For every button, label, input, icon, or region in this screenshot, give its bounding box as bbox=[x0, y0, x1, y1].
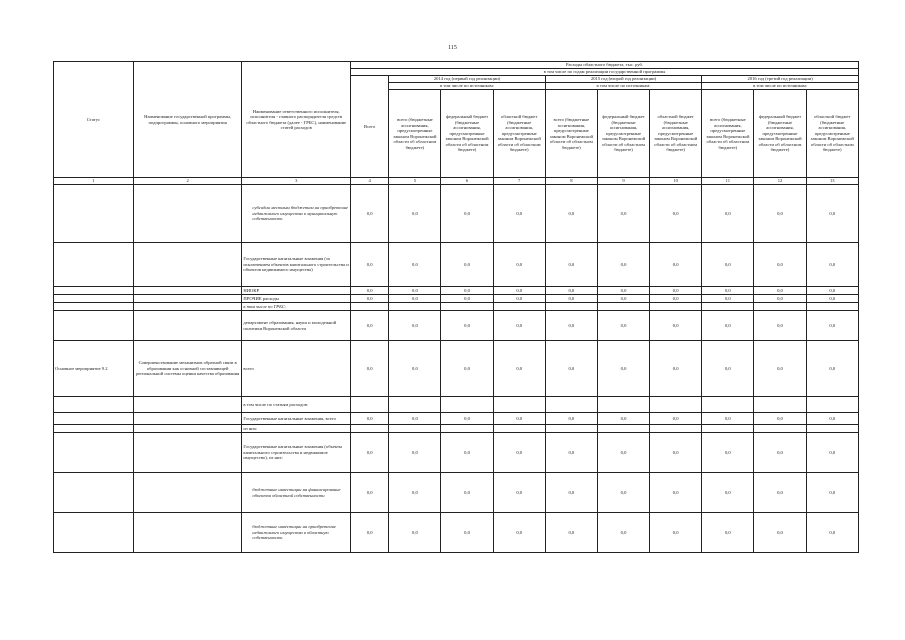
value-cell bbox=[702, 397, 754, 413]
column-number: 12 bbox=[754, 178, 806, 185]
value-cell: 0,0 bbox=[597, 473, 649, 513]
value-cell: 0,0 bbox=[493, 433, 545, 473]
row-label: субсидии местным бюджетам на приобретение недвижимого имущества в муниципальную собственность bbox=[242, 185, 351, 243]
table-row bbox=[54, 311, 859, 341]
row-status bbox=[54, 397, 134, 413]
value-cell: 0,0 bbox=[441, 295, 493, 303]
value-cell: 0,0 bbox=[351, 287, 389, 295]
value-cell: 0,0 bbox=[806, 473, 858, 513]
table-row bbox=[54, 397, 859, 413]
value-cell: 0,0 bbox=[702, 185, 754, 243]
value-cell bbox=[754, 425, 806, 433]
value-cell: 0,0 bbox=[493, 295, 545, 303]
value-cell bbox=[545, 397, 597, 413]
value-cell: 0,0 bbox=[754, 433, 806, 473]
value-cell: 0,0 bbox=[389, 473, 441, 513]
row-status bbox=[54, 185, 134, 243]
value-cell: 0,0 bbox=[389, 287, 441, 295]
row-status bbox=[54, 311, 134, 341]
row-status: Основное мероприятие 9.2 bbox=[54, 341, 134, 397]
header-year-2015: 2015 год (второй год реализации) bbox=[545, 76, 701, 83]
value-cell: 0,0 bbox=[441, 413, 493, 425]
value-cell: 0,0 bbox=[351, 243, 389, 287]
header-src-federal: федеральный бюджет (бюджетные ассигнования, предусмотренные законом Воронежской области об областном бюджете) bbox=[754, 90, 806, 178]
value-cell bbox=[597, 397, 649, 413]
header-status: Статус bbox=[54, 62, 134, 178]
value-cell: 0,0 bbox=[650, 341, 702, 397]
value-cell: 0,0 bbox=[650, 413, 702, 425]
value-cell: 0,0 bbox=[493, 513, 545, 553]
value-cell: 0,0 bbox=[754, 243, 806, 287]
value-cell: 0,0 bbox=[806, 413, 858, 425]
column-number: 4 bbox=[351, 178, 389, 185]
column-number: 10 bbox=[650, 178, 702, 185]
value-cell: 0,0 bbox=[351, 473, 389, 513]
value-cell bbox=[441, 397, 493, 413]
value-cell: 0,0 bbox=[493, 287, 545, 295]
row-status bbox=[54, 243, 134, 287]
value-cell: 0,0 bbox=[545, 413, 597, 425]
column-number: 2 bbox=[133, 178, 242, 185]
column-number: 3 bbox=[242, 178, 351, 185]
column-number: 13 bbox=[806, 178, 858, 185]
value-cell: 0,0 bbox=[351, 311, 389, 341]
value-cell bbox=[806, 303, 858, 311]
header-by-sources: в том числе по источникам: bbox=[545, 83, 701, 90]
value-cell: 0,0 bbox=[493, 413, 545, 425]
row-label: бюджетные инвестиции на финансирование объектов областной собственности bbox=[242, 473, 351, 513]
row-status bbox=[54, 303, 134, 311]
column-number: 8 bbox=[545, 178, 597, 185]
value-cell bbox=[441, 303, 493, 311]
value-cell: 0,0 bbox=[545, 311, 597, 341]
header-year-2014: 2014 год (первый год реализации) bbox=[389, 76, 545, 83]
value-cell: 0,0 bbox=[650, 473, 702, 513]
value-cell: 0,0 bbox=[597, 185, 649, 243]
value-cell: 0,0 bbox=[441, 473, 493, 513]
row-program-name bbox=[133, 185, 242, 243]
header-program-name: Наименование государственной программы, подпрограммы, основного мероприятия bbox=[133, 62, 242, 178]
value-cell: 0,0 bbox=[389, 413, 441, 425]
table-body bbox=[54, 185, 859, 553]
table-row bbox=[54, 513, 859, 553]
row-program-name bbox=[133, 303, 242, 311]
row-label: в том числе по статьям расходов: bbox=[242, 397, 351, 413]
value-cell: 0,0 bbox=[702, 311, 754, 341]
value-cell bbox=[351, 303, 389, 311]
table-row bbox=[54, 413, 859, 425]
value-cell bbox=[702, 303, 754, 311]
value-cell bbox=[806, 397, 858, 413]
header-src-total: всего (бюджетные ассигнования, предусмотренные законом Воронежской области об областном бюджете) bbox=[545, 90, 597, 178]
value-cell: 0,0 bbox=[389, 311, 441, 341]
row-program-name bbox=[133, 287, 242, 295]
table-row bbox=[54, 243, 859, 287]
value-cell: 0,0 bbox=[806, 287, 858, 295]
value-cell: 0,0 bbox=[493, 311, 545, 341]
value-cell: 0,0 bbox=[441, 311, 493, 341]
value-cell: 0,0 bbox=[597, 341, 649, 397]
row-label: Государственные капитальные вложения (объекты капитального строительства и недвижимое имущество), из них: bbox=[242, 433, 351, 473]
value-cell bbox=[650, 425, 702, 433]
value-cell: 0,0 bbox=[389, 243, 441, 287]
value-cell bbox=[351, 397, 389, 413]
row-status bbox=[54, 425, 134, 433]
value-cell: 0,0 bbox=[389, 341, 441, 397]
value-cell bbox=[806, 425, 858, 433]
value-cell: 0,0 bbox=[545, 243, 597, 287]
value-cell: 0,0 bbox=[351, 413, 389, 425]
budget-table bbox=[53, 61, 859, 553]
header-src-federal: федеральный бюджет (бюджетные ассигнования, предусмотренные законом Воронежской области об областном бюджете) bbox=[597, 90, 649, 178]
header-by-sources: в том числе по источникам: bbox=[389, 83, 545, 90]
row-label: ПРОЧИЕ расходы bbox=[242, 295, 351, 303]
column-number: 5 bbox=[389, 178, 441, 185]
value-cell: 0,0 bbox=[441, 513, 493, 553]
column-number: 1 bbox=[54, 178, 134, 185]
value-cell: 0,0 bbox=[806, 243, 858, 287]
value-cell: 0,0 bbox=[702, 473, 754, 513]
row-status bbox=[54, 287, 134, 295]
value-cell: 0,0 bbox=[597, 311, 649, 341]
row-label: всего bbox=[242, 341, 351, 397]
value-cell: 0,0 bbox=[493, 243, 545, 287]
column-number: 7 bbox=[493, 178, 545, 185]
value-cell: 0,0 bbox=[545, 433, 597, 473]
value-cell: 0,0 bbox=[650, 287, 702, 295]
value-cell bbox=[351, 425, 389, 433]
row-status bbox=[54, 513, 134, 553]
row-label: в том числе по ГРБС: bbox=[242, 303, 351, 311]
value-cell: 0,0 bbox=[545, 287, 597, 295]
row-program-name bbox=[133, 433, 242, 473]
row-program-name bbox=[133, 425, 242, 433]
header-by-years: в том числе по годам реализации государственной программы bbox=[351, 69, 859, 76]
table-row bbox=[54, 433, 859, 473]
value-cell: 0,0 bbox=[545, 295, 597, 303]
value-cell: 0,0 bbox=[493, 185, 545, 243]
row-label: НИОКР bbox=[242, 287, 351, 295]
value-cell: 0,0 bbox=[754, 473, 806, 513]
value-cell: 0,0 bbox=[806, 513, 858, 553]
column-number: 11 bbox=[702, 178, 754, 185]
value-cell: 0,0 bbox=[754, 311, 806, 341]
value-cell bbox=[545, 303, 597, 311]
value-cell: 0,0 bbox=[389, 295, 441, 303]
value-cell: 0,0 bbox=[806, 341, 858, 397]
row-label: из них: bbox=[242, 425, 351, 433]
value-cell: 0,0 bbox=[754, 295, 806, 303]
table-row bbox=[54, 295, 859, 303]
value-cell: 0,0 bbox=[351, 433, 389, 473]
row-program-name: Совершенствование механизмов обратной связи в образовании как основной составляющей региональной системы оценки качества образования bbox=[133, 341, 242, 397]
row-program-name bbox=[133, 473, 242, 513]
value-cell: 0,0 bbox=[806, 185, 858, 243]
value-cell: 0,0 bbox=[597, 295, 649, 303]
value-cell: 0,0 bbox=[754, 185, 806, 243]
value-cell: 0,0 bbox=[351, 341, 389, 397]
value-cell: 0,0 bbox=[597, 513, 649, 553]
row-status bbox=[54, 295, 134, 303]
value-cell: 0,0 bbox=[702, 433, 754, 473]
value-cell: 0,0 bbox=[754, 341, 806, 397]
value-cell bbox=[597, 425, 649, 433]
value-cell: 0,0 bbox=[351, 513, 389, 553]
value-cell: 0,0 bbox=[545, 341, 597, 397]
header-src-federal: федеральный бюджет (бюджетные ассигнования, предусмотренные законом Воронежской области об областном бюджете) bbox=[441, 90, 493, 178]
value-cell bbox=[389, 397, 441, 413]
value-cell: 0,0 bbox=[650, 243, 702, 287]
row-program-name bbox=[133, 513, 242, 553]
table-row bbox=[54, 185, 859, 243]
row-program-name bbox=[133, 295, 242, 303]
table-row bbox=[54, 303, 859, 311]
value-cell: 0,0 bbox=[702, 341, 754, 397]
value-cell: 0,0 bbox=[702, 413, 754, 425]
value-cell: 0,0 bbox=[806, 295, 858, 303]
page-number: 115 bbox=[448, 45, 457, 51]
value-cell: 0,0 bbox=[441, 433, 493, 473]
value-cell: 0,0 bbox=[441, 185, 493, 243]
row-program-name bbox=[133, 413, 242, 425]
value-cell: 0,0 bbox=[806, 433, 858, 473]
column-number: 9 bbox=[597, 178, 649, 185]
row-status bbox=[54, 433, 134, 473]
value-cell: 0,0 bbox=[597, 413, 649, 425]
header-by-sources: в том числе по источникам: bbox=[702, 83, 859, 90]
value-cell: 0,0 bbox=[702, 513, 754, 553]
row-status bbox=[54, 413, 134, 425]
value-cell bbox=[389, 425, 441, 433]
value-cell: 0,0 bbox=[597, 287, 649, 295]
header-year-2016: 2016 год (третий год реализации) bbox=[702, 76, 859, 83]
value-cell: 0,0 bbox=[545, 473, 597, 513]
value-cell bbox=[754, 303, 806, 311]
value-cell: 0,0 bbox=[754, 513, 806, 553]
table-row bbox=[54, 473, 859, 513]
value-cell bbox=[441, 425, 493, 433]
value-cell: 0,0 bbox=[650, 311, 702, 341]
row-label: бюджетные инвестиции на приобретение недвижимого имущества в областную собственность bbox=[242, 513, 351, 553]
header-src-total: всего (бюджетные ассигнования, предусмотренные законом Воронежской области об областном бюджете) bbox=[389, 90, 441, 178]
value-cell bbox=[702, 425, 754, 433]
value-cell: 0,0 bbox=[597, 433, 649, 473]
row-status bbox=[54, 473, 134, 513]
column-numbers-row bbox=[54, 178, 859, 185]
value-cell: 0,0 bbox=[754, 413, 806, 425]
column-number: 6 bbox=[441, 178, 493, 185]
header-src-regional: областной бюджет (бюджетные ассигнования, предусмотренные законом Воронежской области об областном бюджете) bbox=[493, 90, 545, 178]
table-row bbox=[54, 287, 859, 295]
value-cell: 0,0 bbox=[702, 243, 754, 287]
value-cell: 0,0 bbox=[597, 243, 649, 287]
value-cell bbox=[493, 397, 545, 413]
header-src-total: всего (бюджетные ассигнования, предусмотренные законом Воронежской области об областном бюджете) bbox=[702, 90, 754, 178]
value-cell: 0,0 bbox=[441, 243, 493, 287]
row-label: Государственные капитальные вложения, всего bbox=[242, 413, 351, 425]
value-cell: 0,0 bbox=[650, 433, 702, 473]
value-cell bbox=[389, 303, 441, 311]
value-cell bbox=[493, 303, 545, 311]
table-row bbox=[54, 341, 859, 397]
header-total: Всего bbox=[351, 76, 389, 178]
value-cell: 0,0 bbox=[493, 341, 545, 397]
header-executor: Наименование ответственного исполнителя, исполнителя - главного распорядителя средств областного бюджета (далее - ГРБС), наименование статей расходов bbox=[242, 62, 351, 178]
value-cell bbox=[545, 425, 597, 433]
value-cell: 0,0 bbox=[441, 287, 493, 295]
value-cell: 0,0 bbox=[389, 433, 441, 473]
value-cell: 0,0 bbox=[702, 287, 754, 295]
value-cell: 0,0 bbox=[650, 513, 702, 553]
row-label: Государственные капитальные вложения (за исключением объектов капитального строительства и объектов недвижимого имущества) bbox=[242, 243, 351, 287]
row-program-name bbox=[133, 397, 242, 413]
value-cell: 0,0 bbox=[389, 185, 441, 243]
value-cell: 0,0 bbox=[545, 513, 597, 553]
row-program-name bbox=[133, 243, 242, 287]
value-cell: 0,0 bbox=[545, 185, 597, 243]
value-cell: 0,0 bbox=[650, 185, 702, 243]
value-cell: 0,0 bbox=[702, 295, 754, 303]
value-cell: 0,0 bbox=[650, 295, 702, 303]
value-cell: 0,0 bbox=[806, 311, 858, 341]
header-expenses-title: Расходы областного бюджета, тыс. руб. bbox=[351, 62, 859, 69]
value-cell bbox=[493, 425, 545, 433]
value-cell: 0,0 bbox=[493, 473, 545, 513]
header-src-regional: областной бюджет (бюджетные ассигнования, предусмотренные законом Воронежской области об областном бюджете) bbox=[806, 90, 858, 178]
table-header bbox=[54, 62, 859, 185]
row-program-name bbox=[133, 311, 242, 341]
value-cell bbox=[650, 397, 702, 413]
value-cell bbox=[597, 303, 649, 311]
row-label: департамент образования, науки и молодежной политики Воронежской области bbox=[242, 311, 351, 341]
value-cell bbox=[754, 397, 806, 413]
value-cell bbox=[650, 303, 702, 311]
value-cell: 0,0 bbox=[351, 185, 389, 243]
value-cell: 0,0 bbox=[754, 287, 806, 295]
value-cell: 0,0 bbox=[351, 295, 389, 303]
value-cell: 0,0 bbox=[389, 513, 441, 553]
header-src-regional: областной бюджет (бюджетные ассигнования, предусмотренные законом Воронежской области об областном бюджете) bbox=[650, 90, 702, 178]
table-row bbox=[54, 425, 859, 433]
value-cell: 0,0 bbox=[441, 341, 493, 397]
